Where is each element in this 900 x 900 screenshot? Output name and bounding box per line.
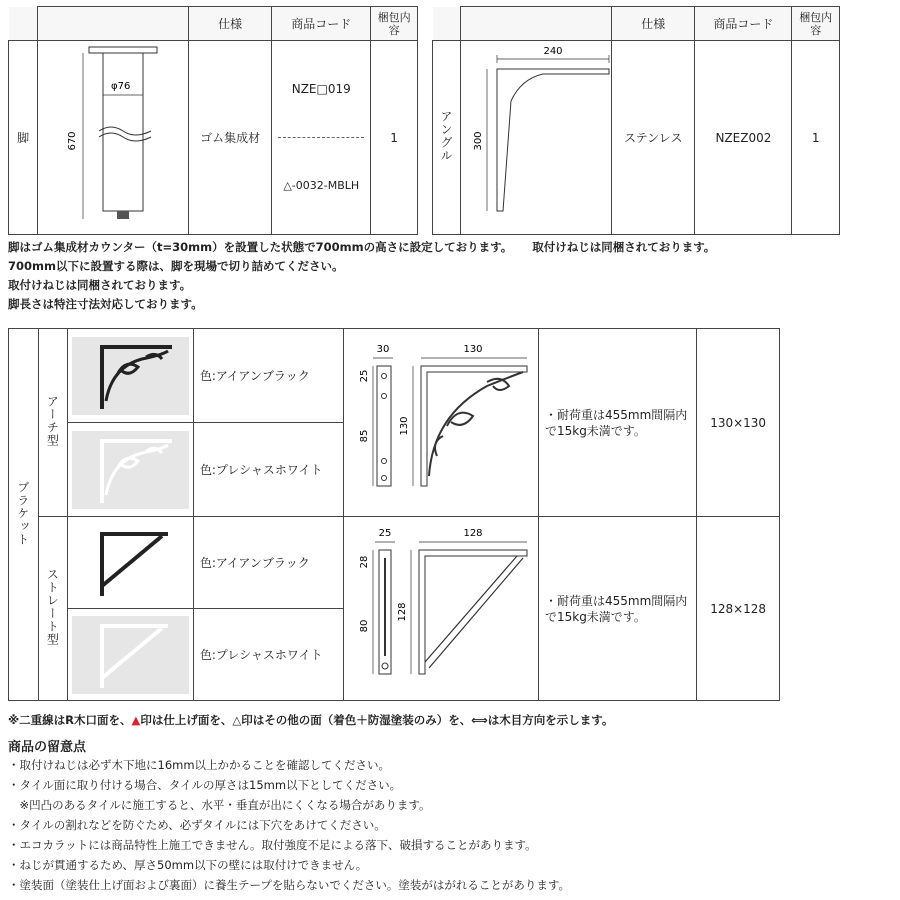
cautions-title: 商品の留意点	[8, 740, 87, 755]
empty-header	[433, 7, 461, 41]
code-header: 商品コード	[695, 7, 792, 41]
angle-note: 取付けねじは同梱されております。	[532, 240, 716, 254]
arch-diagram	[347, 336, 535, 506]
arch-diagram-cell	[343, 329, 538, 517]
leg-note-1: 脚はゴム集成材カウンター（t=30mm）を設置した状態で700mmの高さに設定しております。	[8, 240, 513, 254]
double-arrow-icon: ⟺	[471, 713, 488, 727]
leg-diameter-label: φ76	[111, 81, 131, 92]
arch-h1: 25	[358, 369, 370, 383]
leg-diagram	[39, 41, 187, 231]
pack-header: 梱包内容	[371, 7, 418, 41]
diagram-header	[460, 7, 611, 41]
empty-header	[9, 7, 38, 41]
leg-code-bottom: △-0032-MBLH	[283, 179, 360, 192]
leg-code-cell	[272, 41, 371, 235]
straight-type-label	[38, 517, 68, 701]
spec-header: 仕様	[611, 7, 694, 41]
angle-width-label: 240	[543, 46, 563, 57]
straight-white-color: 色:プレシャスホワイト	[193, 609, 343, 701]
caution-item: ・タイルの割れなどを防ぐため、必ずタイルには下穴をあけてください。	[8, 818, 386, 832]
arch-w-small: 30	[376, 344, 390, 355]
leg-code-top: NZE□019	[278, 41, 364, 138]
arch-h2: 85	[358, 429, 370, 443]
angle-height-label: 300	[472, 131, 484, 151]
caution-item: ・タイル面に取り付ける場合、タイルの厚さは15mm以下としてください。	[8, 778, 402, 792]
arch-white-color: 色:プレシャスホワイト	[193, 423, 343, 517]
cautions-list	[8, 755, 898, 895]
leg-notes	[8, 238, 898, 314]
arch-bracket-white-icon	[72, 431, 186, 509]
caution-item: ※凹凸のあるタイルに施工すると、水平・垂直が出にくくなる場合があります。	[8, 798, 431, 812]
arch-black-color: 色:アイアンブラック	[193, 329, 343, 423]
arch-black-photo-cell	[68, 329, 194, 423]
straight-type-label-text: ストレート型	[45, 568, 60, 646]
angle-table	[432, 6, 840, 235]
straight-h2: 80	[358, 619, 370, 633]
straight-h1: 28	[358, 555, 370, 569]
straight-bracket-black-icon	[72, 524, 186, 602]
straight-black-photo	[72, 524, 189, 602]
legend-line	[8, 712, 613, 728]
leg-note-4: 脚長さは特注寸法対応しております。	[8, 297, 203, 311]
arch-load: ・耐荷重は455mm間隔内で15kg未満です。	[538, 329, 696, 517]
arch-bracket-black-icon	[72, 337, 186, 415]
diagram-header	[38, 7, 189, 41]
bracket-table	[8, 328, 780, 701]
arch-w-big: 130	[463, 344, 483, 355]
leg-spec: ゴム集成材	[189, 41, 272, 235]
bracket-group-label	[9, 329, 39, 701]
angle-code: NZEZ002	[695, 41, 792, 235]
angle-spec: ステンレス	[611, 41, 694, 235]
red-triangle-icon: ▲	[131, 713, 141, 727]
leg-height-label: 670	[67, 131, 79, 151]
leg-row-label: 脚	[9, 41, 38, 235]
straight-w-big: 128	[463, 528, 483, 539]
code-header: 商品コード	[272, 7, 371, 41]
leg-pack: 1	[371, 41, 418, 235]
angle-pack: 1	[792, 41, 840, 235]
straight-black-color: 色:アイアンブラック	[193, 517, 343, 609]
caution-item: ・取付けねじは必ず木下地に16mm以上かかることを確認してください。	[8, 758, 391, 772]
caution-item: ・エコカラットには商品特性上施工できません。取付強度不足による落下、破損することがあります。	[8, 838, 537, 852]
straight-white-photo	[72, 616, 189, 694]
straight-diagram-cell	[343, 517, 538, 701]
caution-item: ・塗装面（塗装仕上げ面および裏面）に養生テープを貼らないでください。塗装がはがれることがあります。	[8, 878, 570, 892]
straight-bracket-white-icon	[72, 616, 186, 694]
angle-diagram-cell	[460, 41, 611, 235]
angle-row-label	[433, 41, 461, 235]
bracket-group-label-text: ブラケット	[15, 480, 30, 546]
straight-white-photo-cell	[68, 609, 194, 701]
straight-load: ・耐荷重は455mm間隔内で15kg未満です。	[538, 517, 696, 701]
arch-black-photo	[72, 337, 189, 415]
leg-note-2: 700mm以下に設置する際は、脚を現場で切り詰めてください。	[8, 259, 344, 273]
leg-diagram-cell	[38, 41, 189, 235]
straight-h-total: 128	[396, 602, 408, 622]
legend-part1: ※二重線はR木口面を、	[8, 713, 132, 727]
arch-white-photo-cell	[68, 423, 194, 517]
straight-diagram	[347, 522, 535, 692]
legend-part2: 印は仕上げ面を、△印はその他の面（着色＋防湿塗装のみ）を、	[140, 713, 472, 727]
straight-w-small: 25	[378, 528, 392, 539]
leg-table	[8, 6, 418, 235]
angle-row-label-text: アングル	[438, 110, 453, 162]
spec-header: 仕様	[189, 7, 272, 41]
caution-item: ・ねじが貫通するため、厚さ50mm以下の壁には取付けできません。	[8, 858, 368, 872]
pack-header: 梱包内容	[792, 7, 840, 41]
straight-black-photo-cell	[68, 517, 194, 609]
straight-size: 128×128	[697, 517, 780, 701]
leg-note-3: 取付けねじは同梱されております。	[8, 278, 192, 292]
angle-diagram	[461, 41, 611, 231]
arch-type-label	[38, 329, 68, 517]
arch-type-label-text: アーチ型	[45, 395, 60, 447]
arch-h-total: 130	[398, 416, 410, 436]
legend-part3: は木目方向を示します。	[487, 713, 614, 727]
arch-size: 130×130	[697, 329, 780, 517]
arch-white-photo	[72, 431, 189, 509]
